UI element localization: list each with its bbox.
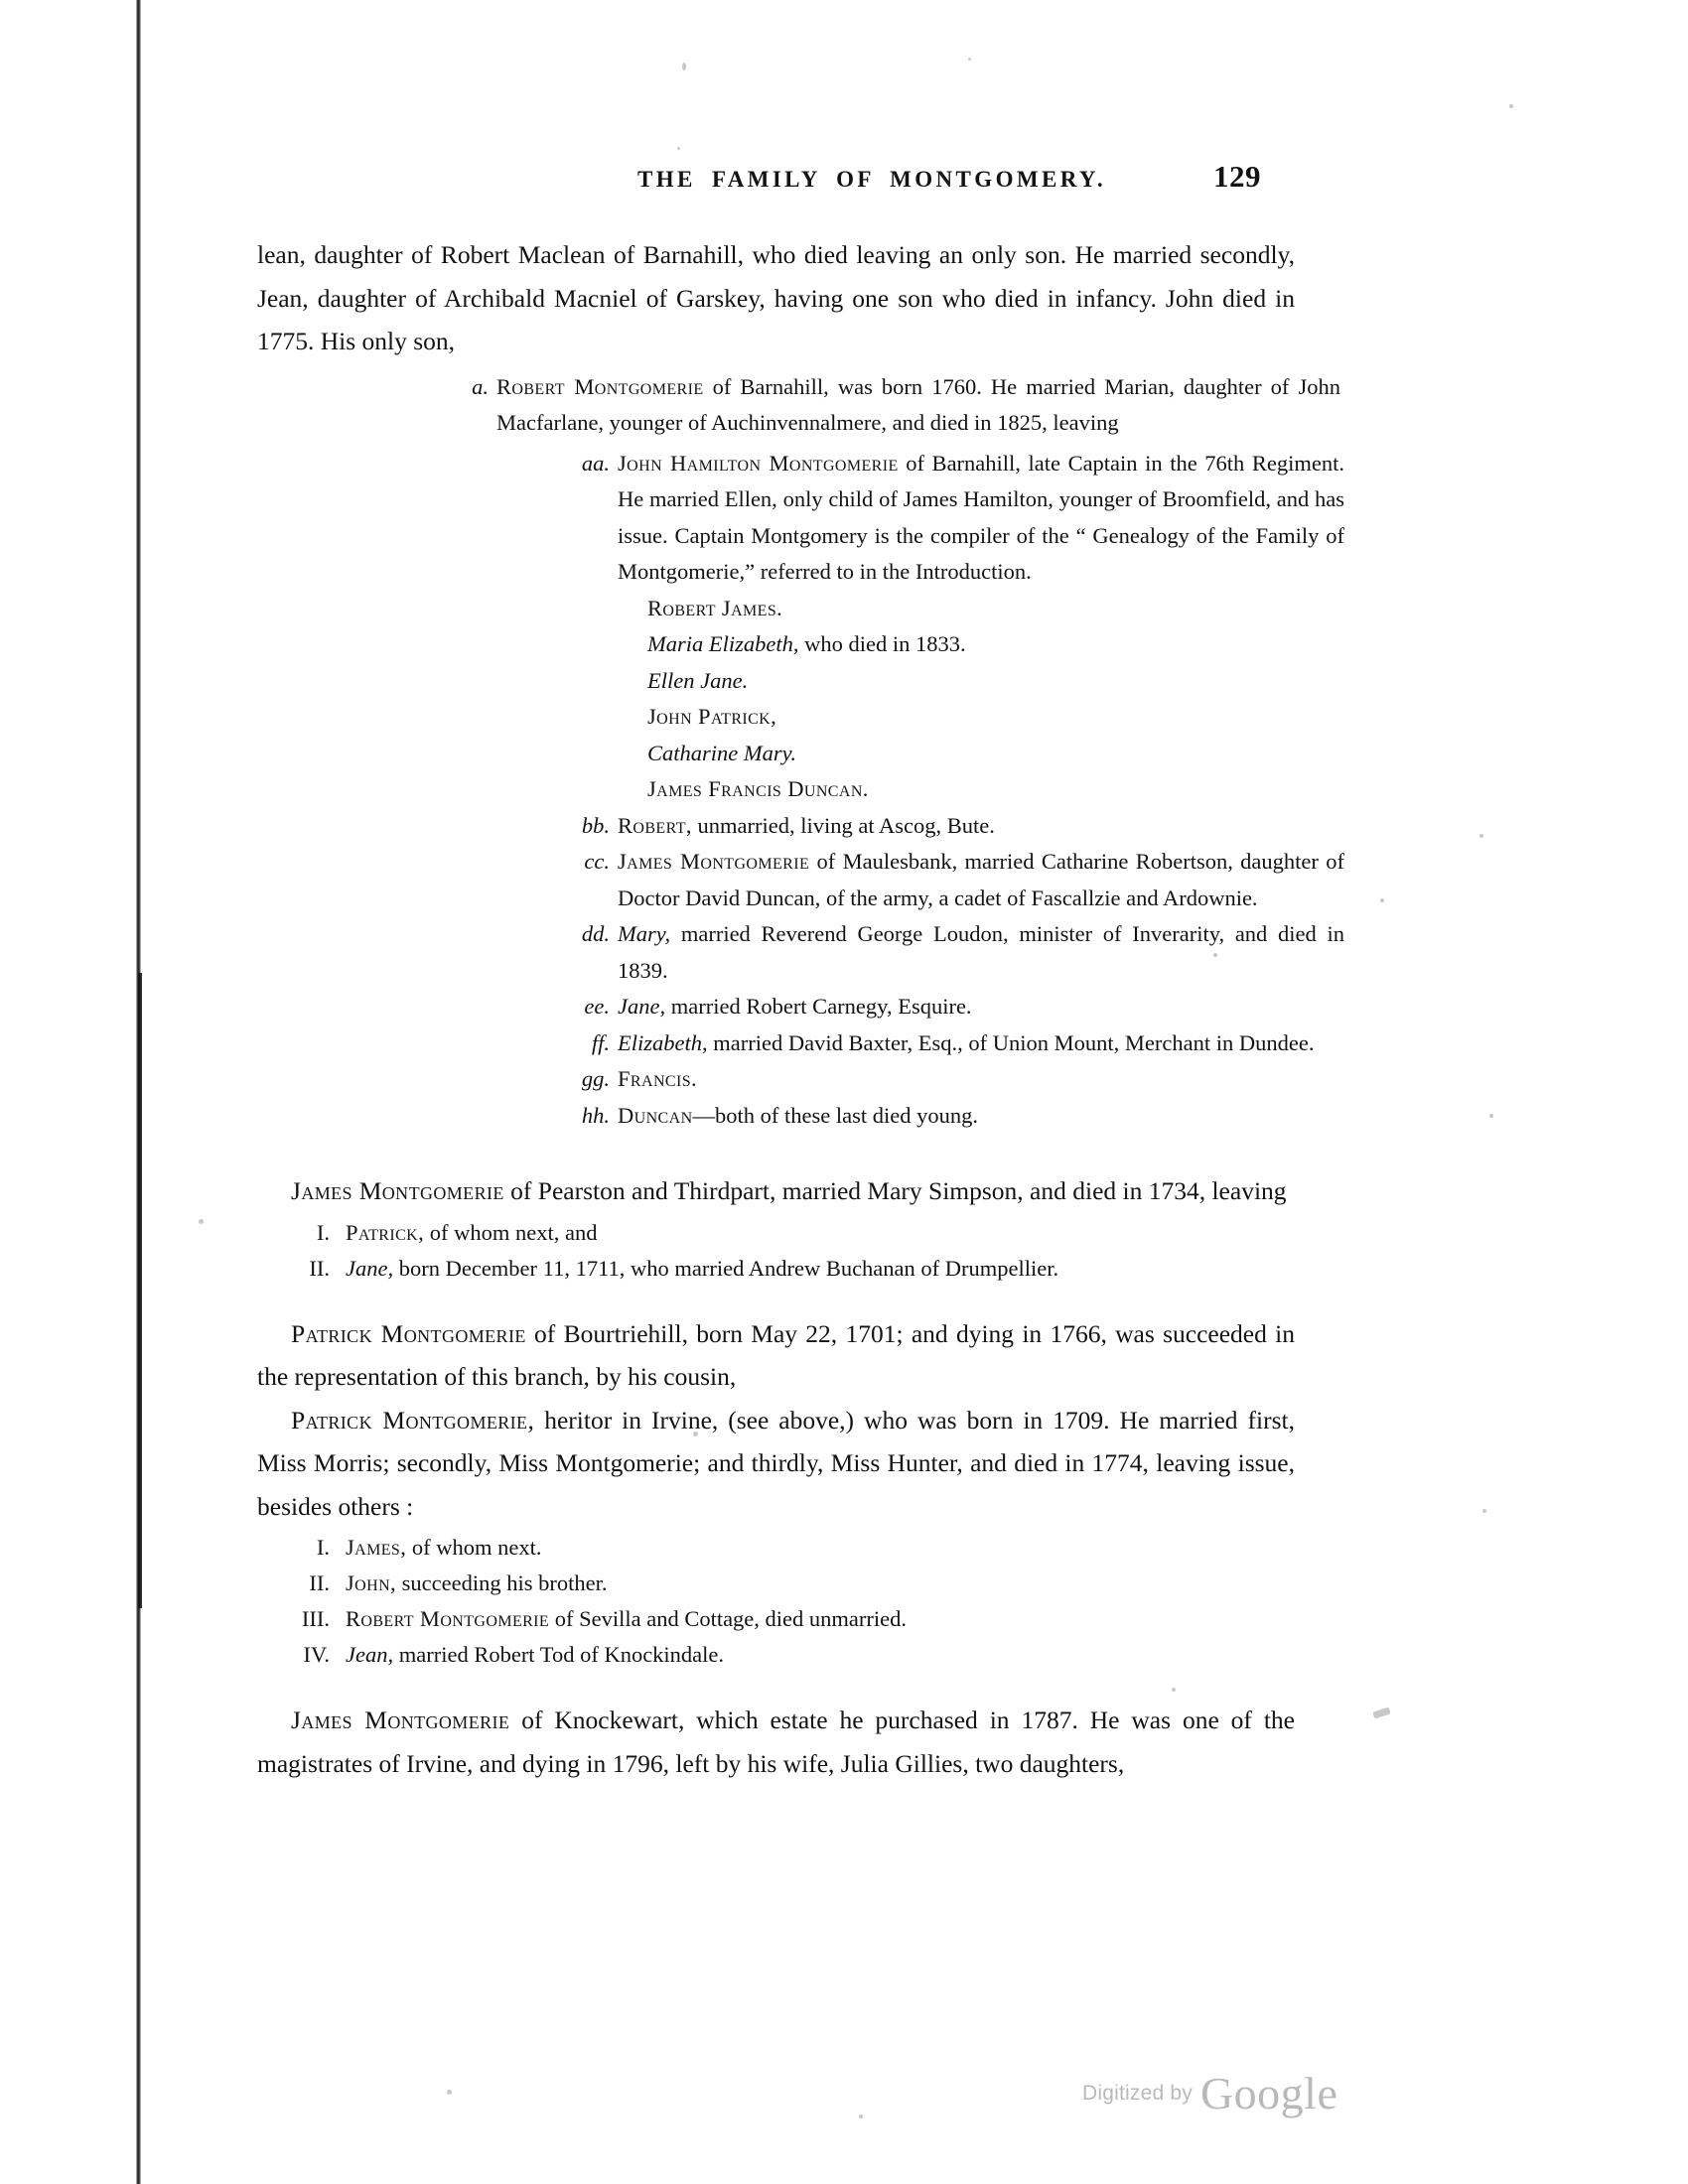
list-item bbox=[292, 1637, 1295, 1673]
list-numeral: III. bbox=[301, 1606, 330, 1631]
scan-speck bbox=[1479, 834, 1483, 838]
entry-gg bbox=[568, 1061, 1344, 1098]
entry-marker: gg. bbox=[581, 1066, 610, 1091]
entry-bb bbox=[568, 808, 1344, 845]
paragraph-lead-name: James Montgomerie bbox=[291, 1176, 504, 1205]
entry-ee bbox=[568, 989, 1344, 1025]
entry-name: Mary, bbox=[618, 921, 671, 946]
paragraph-lead-name: James Montgomerie bbox=[291, 1706, 510, 1734]
list-item-text: of whom next. bbox=[406, 1535, 542, 1560]
entry-marker: a. bbox=[472, 373, 489, 399]
spacer bbox=[401, 1673, 1295, 1699]
child-name: James Francis Duncan. bbox=[647, 776, 869, 801]
paragraph-text: of Bourtriehill, born May 22, 1701; and dying in 1766, was succeeded in the representation of this branch, by his cousin, bbox=[257, 1318, 1295, 1391]
list-numeral: I. bbox=[316, 1535, 330, 1560]
paragraph-james-knockewart bbox=[257, 1699, 1295, 1785]
list-item bbox=[647, 626, 1293, 663]
scan-speck bbox=[859, 2115, 863, 2118]
paragraph-text: heritor in Irvine, (see above,) who was born in 1709. He married first, Miss Morris; secondly, Miss Montgomerie; and thirdly, Miss Hunter, and died in 1774, leaving issue, besides others : bbox=[257, 1405, 1295, 1521]
entry-text: of Barnahill, was born 1760. He married Marian, daughter of John Macfarlane, younger of Auchinvennalmere, and died in 1825, leaving bbox=[496, 373, 1340, 435]
child-name: Ellen Jane. bbox=[647, 667, 749, 693]
scan-speck bbox=[682, 63, 686, 70]
list-item-text: succeeding his brother. bbox=[396, 1570, 608, 1595]
paragraph-text: of Knockewart, which estate he purchased in 1787. He was one of the magistrates of Irvine, and dying in 1796, left by his wife, Julia Gillies, two daughters, bbox=[257, 1706, 1295, 1778]
paragraph-lead-name: Patrick Montgomerie bbox=[291, 1318, 526, 1348]
list-item bbox=[647, 663, 1293, 700]
entry-name: Robert Montgomerie bbox=[496, 373, 704, 399]
scan-speck bbox=[1489, 1114, 1493, 1118]
list-item bbox=[647, 771, 1293, 808]
scan-speck bbox=[677, 147, 680, 150]
entry-name: John Hamilton Montgomerie bbox=[618, 450, 899, 476]
scan-speck bbox=[1509, 104, 1513, 108]
entry-marker: bb. bbox=[581, 812, 610, 838]
entry-marker: ff. bbox=[591, 1029, 610, 1055]
list-item bbox=[647, 591, 1293, 627]
list-item-name: Jean, bbox=[346, 1642, 394, 1667]
entry-marker: dd. bbox=[581, 921, 610, 946]
list-numeral: II. bbox=[309, 1570, 330, 1595]
list-item bbox=[292, 1601, 1295, 1637]
running-head bbox=[0, 167, 1688, 193]
paragraph-james-pearston bbox=[257, 1169, 1295, 1213]
entry-name: Jane, bbox=[618, 994, 666, 1019]
list-item bbox=[292, 1251, 1295, 1287]
list-item bbox=[292, 1215, 1295, 1251]
entry-a bbox=[451, 369, 1340, 442]
scan-speck bbox=[1380, 898, 1384, 902]
list-item-text: of Sevilla and Cottage, died unmarried. bbox=[549, 1606, 907, 1631]
entry-text: married Reverend George Loudon, minister of Inverarity, and died in 1839. bbox=[618, 921, 1344, 983]
scan-speck bbox=[1372, 1707, 1390, 1719]
list-numeral: II. bbox=[309, 1255, 330, 1281]
entry-name: Francis. bbox=[618, 1066, 698, 1091]
child-text: who died in 1833. bbox=[798, 631, 966, 656]
page-number: 129 bbox=[1213, 159, 1261, 194]
entry-ff bbox=[568, 1025, 1344, 1062]
list-numeral: IV. bbox=[303, 1642, 330, 1667]
entry-text: —both of these last died young. bbox=[692, 1102, 979, 1128]
entry-text: married David Baxter, Esq., of Union Mount, Merchant in Dundee. bbox=[707, 1029, 1315, 1055]
spacer bbox=[401, 1134, 1295, 1169]
watermark-logo: Google bbox=[1199, 2068, 1338, 2118]
paragraph-patrick-irvine bbox=[257, 1399, 1295, 1529]
list-item-text: married Robert Tod of Knockindale. bbox=[393, 1642, 725, 1667]
entry-text: unmarried, living at Ascog, Bute. bbox=[691, 812, 995, 838]
entry-text: of Maulesbank, married Catharine Robertson, daughter of Doctor David Duncan, of the army, a cadet of Fascallzie and Ardownie. bbox=[618, 849, 1344, 910]
list-item-text: of whom next, and bbox=[424, 1219, 598, 1245]
entry-cc bbox=[568, 844, 1344, 916]
list-item-name: John, bbox=[346, 1570, 397, 1595]
child-name: Catharine Mary. bbox=[647, 740, 796, 765]
list-item-name: Robert Montgomerie bbox=[346, 1606, 550, 1631]
entry-marker: ee. bbox=[584, 994, 610, 1019]
scan-speck bbox=[968, 58, 971, 61]
scan-speck bbox=[447, 2090, 452, 2095]
google-watermark bbox=[1082, 2067, 1337, 2119]
list-item-text: born December 11, 1711, who married Andrew Buchanan of Drumpellier. bbox=[393, 1255, 1059, 1281]
list-item bbox=[647, 736, 1293, 772]
list-item-name: Jane, bbox=[346, 1255, 394, 1281]
list-item-name: James, bbox=[346, 1535, 407, 1560]
entry-hh bbox=[568, 1098, 1344, 1135]
entry-dd bbox=[568, 916, 1344, 989]
children-list bbox=[647, 591, 1293, 808]
spacer bbox=[401, 1287, 1295, 1312]
watermark-caption: Digitized by bbox=[1082, 2082, 1193, 2105]
paragraph-lead-name: Patrick Montgomerie, bbox=[291, 1405, 535, 1434]
list-item bbox=[647, 699, 1293, 736]
entry-name: Robert, bbox=[618, 812, 692, 838]
list-item-name: Patrick, bbox=[346, 1219, 425, 1245]
scan-speck bbox=[199, 1219, 204, 1224]
entry-text: of Barnahill, late Captain in the 76th Regiment. He married Ellen, only child of James Hamilton, younger of Broomfield, and has issue. Captain Montgomery is the compiler of the “ Genealogy of the Family of Montgomerie,” referred to in the Introduction. bbox=[618, 450, 1345, 584]
paragraph-patrick-bourtriehill bbox=[257, 1312, 1295, 1399]
running-head-title: THE FAMILY OF MONTGOMERY. bbox=[637, 167, 1106, 192]
scan-speck bbox=[1482, 1509, 1486, 1513]
paragraph-text: lean, daughter of Robert Maclean of Barnahill, who died leaving an only son. He married secondly, Jean, daughter of Archibald Macniel of Garskey, having one son who died in infancy. John died in 1775. His only son, bbox=[257, 240, 1295, 355]
list-pearston-issue bbox=[292, 1215, 1295, 1287]
entry-name: Duncan bbox=[618, 1102, 693, 1128]
entry-name: James Montgomerie bbox=[618, 849, 810, 874]
child-name: Robert James. bbox=[647, 595, 783, 620]
entry-aa bbox=[568, 446, 1344, 591]
list-item bbox=[292, 1530, 1295, 1566]
paragraph-continuation bbox=[257, 233, 1295, 363]
text-column bbox=[257, 233, 1345, 1785]
entry-marker: hh. bbox=[581, 1102, 610, 1128]
paragraph-text: of Pearston and Thirdpart, married Mary Simpson, and died in 1734, leaving bbox=[503, 1176, 1287, 1205]
child-name: John Patrick, bbox=[647, 704, 777, 729]
entry-name: Elizabeth, bbox=[618, 1029, 708, 1055]
list-numeral: I. bbox=[316, 1219, 330, 1245]
child-name: Maria Elizabeth, bbox=[647, 631, 799, 656]
entry-marker: cc. bbox=[584, 849, 610, 874]
list-item bbox=[292, 1566, 1295, 1601]
page-binding-edge-lower bbox=[138, 973, 142, 1608]
entry-text: married Robert Carnegy, Esquire. bbox=[665, 994, 972, 1019]
list-irvine-issue bbox=[292, 1530, 1295, 1673]
entry-marker: aa. bbox=[581, 450, 610, 476]
